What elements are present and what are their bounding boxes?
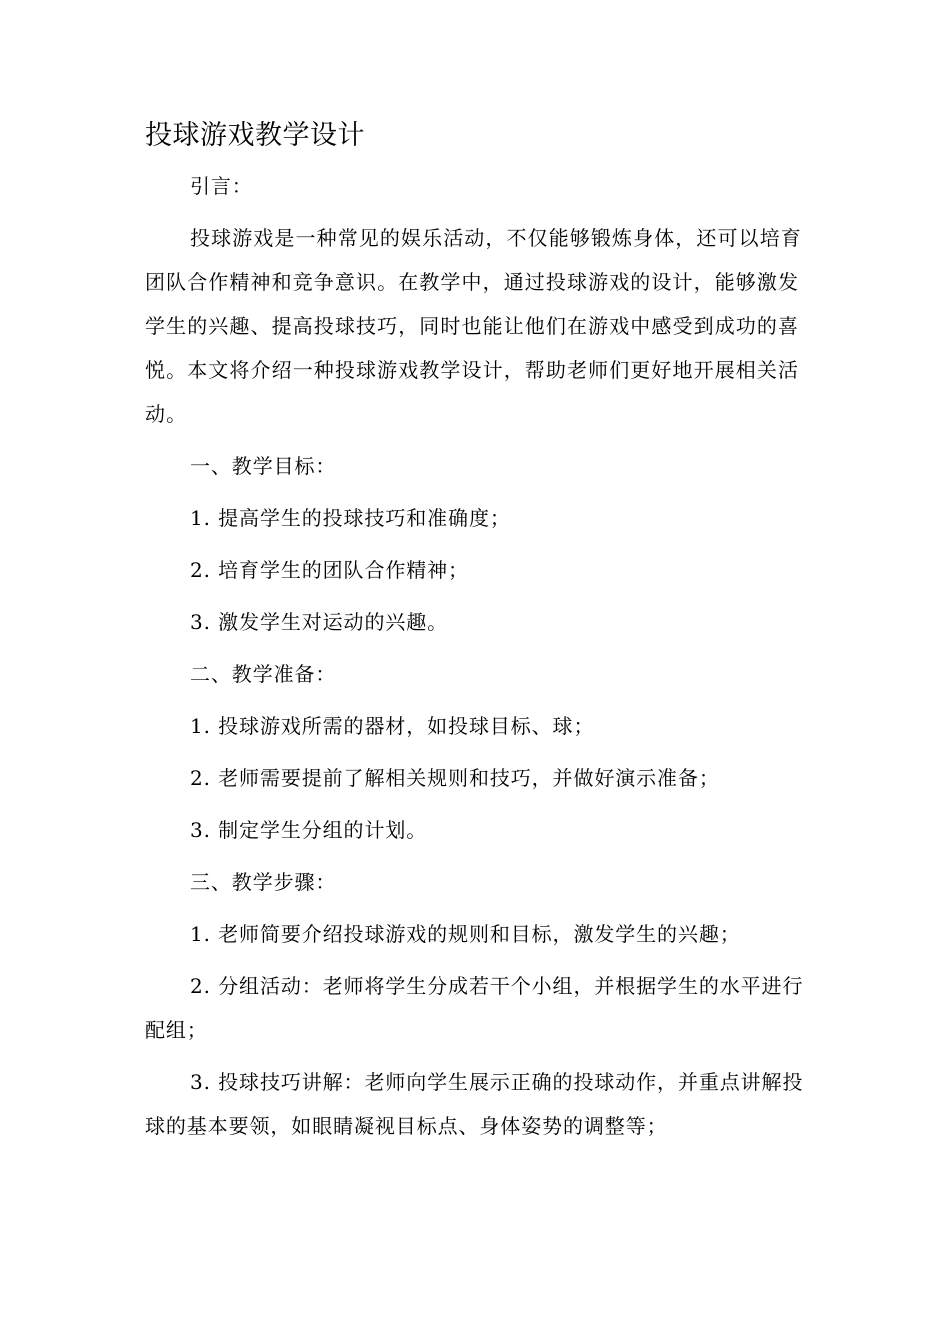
goal-item-1: 1. 提高学生的投球技巧和准确度；: [190, 506, 511, 530]
preparation-item-1: 1. 投球游戏所需的器材，如投球目标、球；: [190, 714, 595, 738]
step-item-2: 2. 分组活动：老师将学生分成若干个小组，并根据学生的水平进行配组；: [145, 974, 804, 1042]
goal-item-3: 3. 激发学生对运动的兴趣。: [190, 610, 449, 634]
goal-item-2: 2. 培育学生的团队合作精神；: [190, 558, 469, 582]
document-title: 投球游戏教学设计: [145, 120, 365, 151]
preparation-item-2: 2. 老师需要提前了解相关规则和技巧，并做好演示准备；: [190, 766, 720, 790]
document-page: [145, 112, 805, 1156]
preparation-item-3: 3. 制定学生分组的计划。: [190, 818, 428, 842]
intro-heading: 引言：: [190, 174, 253, 198]
section-heading-goals: 一、教学目标：: [190, 454, 337, 478]
section-heading-preparation: 二、教学准备：: [190, 662, 337, 686]
section-heading-steps: 三、教学步骤：: [190, 870, 337, 894]
step-item-3: 3. 投球技巧讲解：老师向学生展示正确的投球动作，并重点讲解投球的基本要领，如眼睛凝视目标点、身体姿势的调整等；: [145, 1070, 804, 1138]
intro-paragraph: 投球游戏是一种常见的娱乐活动，不仅能够锻炼身体，还可以培育团队合作精神和竞争意识。在教学中，通过投球游戏的设计，能够激发学生的兴趣、提高投球技巧，同时也能让他们在游戏中感受到成功的喜悦。本文将介绍一种投球游戏教学设计，帮助老师们更好地开展相关活动。: [145, 226, 802, 426]
step-item-1: 1. 老师简要介绍投球游戏的规则和目标，激发学生的兴趣；: [190, 922, 741, 946]
